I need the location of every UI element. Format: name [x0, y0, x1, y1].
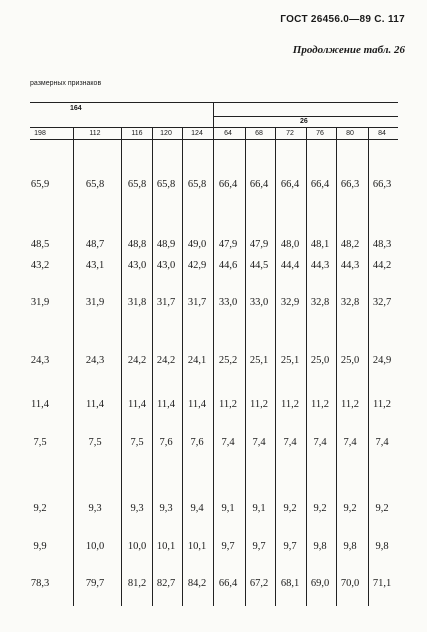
table-cell: 32,7: [372, 297, 392, 308]
table-caption: размерных признаков: [30, 80, 102, 87]
table-cell: 65,8: [85, 179, 105, 190]
table-cell: 44,3: [310, 260, 330, 271]
table-cell: 9,7: [221, 541, 235, 552]
table-cell: 11,4: [188, 399, 206, 410]
table-cell: 33,0: [218, 297, 238, 308]
table-cell: 66,3: [340, 179, 360, 190]
table-cell: 24,1: [187, 355, 207, 366]
column-header: 124: [191, 130, 203, 137]
table-cell: 66,3: [372, 179, 392, 190]
table-cell: 9,2: [375, 503, 389, 514]
table-cell: 10,1: [156, 541, 176, 552]
table-cell: 44,5: [249, 260, 269, 271]
table-cell: 25,1: [249, 355, 269, 366]
column-header: 116: [131, 130, 143, 137]
column-header: 68: [255, 130, 263, 137]
table-cell: 42,9: [187, 260, 207, 271]
table-cell: 9,1: [252, 503, 266, 514]
table-cell: 47,9: [218, 239, 238, 250]
table-cell: 84,2: [187, 578, 207, 589]
table-cell: 25,0: [310, 355, 330, 366]
table-cell: 7,5: [88, 437, 102, 448]
group-divider: [213, 102, 214, 127]
table-cell: 24,9: [372, 355, 392, 366]
table-cell: 9,3: [88, 503, 102, 514]
table-cell: 31,8: [127, 297, 147, 308]
header-bottom-rule: [30, 139, 398, 140]
table-cell: 33,0: [249, 297, 269, 308]
table-cell: 48,2: [340, 239, 360, 250]
table-cell: 65,8: [187, 179, 207, 190]
table-cell: 44,3: [340, 260, 360, 271]
table-cell: 25,0: [340, 355, 360, 366]
table-cell: 43,1: [85, 260, 105, 271]
table-cell: 7,5: [130, 437, 144, 448]
table-cell: 9,3: [159, 503, 173, 514]
table-cell: 44,2: [372, 260, 392, 271]
table-cell: 9,9: [33, 541, 47, 552]
table-cell: 25,1: [280, 355, 300, 366]
table-cell: 32,8: [310, 297, 330, 308]
table-cell: 65,9: [30, 179, 50, 190]
table-cell: 44,4: [280, 260, 300, 271]
table-cell: 7,6: [190, 437, 204, 448]
table-cell: 11,2: [341, 399, 359, 410]
table-cell: 31,9: [85, 297, 105, 308]
table-cell: 24,2: [156, 355, 176, 366]
table-cell: 68,1: [280, 578, 300, 589]
table-top-rule: [30, 102, 398, 103]
table-cell: 31,9: [30, 297, 50, 308]
group-label-164: 164: [70, 105, 82, 112]
page-header: ГОСТ 26456.0—89 С. 117: [280, 14, 405, 25]
table-cell: 7,4: [375, 437, 389, 448]
table-cell: 9,1: [221, 503, 235, 514]
table-cell: 9,3: [130, 503, 144, 514]
column-header: 198: [34, 130, 46, 137]
table-cell: 9,4: [190, 503, 204, 514]
table-cell: 11,4: [31, 399, 49, 410]
table-cell: 24,3: [30, 355, 50, 366]
table-cell: 25,2: [218, 355, 238, 366]
table-cell: 32,8: [340, 297, 360, 308]
column-header: 112: [89, 130, 101, 137]
table-cell: 9,8: [313, 541, 327, 552]
table-cell: 43,2: [30, 260, 50, 271]
column-header: 64: [224, 130, 232, 137]
column-header: 84: [378, 130, 386, 137]
table-cell: 7,5: [33, 437, 47, 448]
table-cell: 9,2: [33, 503, 47, 514]
table-cell: 11,4: [86, 399, 104, 410]
table-cell: 47,9: [249, 239, 269, 250]
table-cell: 9,2: [343, 503, 357, 514]
column-header: 72: [286, 130, 294, 137]
table-cell: 69,0: [310, 578, 330, 589]
table-cell: 7,4: [221, 437, 235, 448]
table-cell: 9,7: [252, 541, 266, 552]
table-cell: 70,0: [340, 578, 360, 589]
table-cell: 11,2: [219, 399, 237, 410]
table-cell: 9,8: [343, 541, 357, 552]
table-cell: 66,4: [280, 179, 300, 190]
table-cell: 66,4: [218, 179, 238, 190]
table-cell: 7,4: [252, 437, 266, 448]
table-cell: 82,7: [156, 578, 176, 589]
table-continuation-title: Продолжение табл. 26: [292, 44, 405, 56]
table-cell: 7,4: [283, 437, 297, 448]
table-cell: 65,8: [127, 179, 147, 190]
column-header: 80: [346, 130, 354, 137]
table-cell: 7,6: [159, 437, 173, 448]
table-cell: 48,9: [156, 239, 176, 250]
table-cell: 32,9: [280, 297, 300, 308]
table-cell: 48,5: [30, 239, 50, 250]
table-cell: 11,2: [311, 399, 329, 410]
table-cell: 9,2: [313, 503, 327, 514]
table-cell: 71,1: [372, 578, 392, 589]
table-cell: 31,7: [187, 297, 207, 308]
table-cell: 10,0: [127, 541, 147, 552]
table-cell: 65,8: [156, 179, 176, 190]
table-cell: 66,4: [310, 179, 330, 190]
table-cell: 11,4: [128, 399, 146, 410]
table-cell: 11,2: [373, 399, 391, 410]
table-cell: 48,7: [85, 239, 105, 250]
table-cell: 10,0: [85, 541, 105, 552]
group-rule: [213, 116, 398, 117]
table-cell: 66,4: [249, 179, 269, 190]
table-cell: 9,8: [375, 541, 389, 552]
table-cell: 31,7: [156, 297, 176, 308]
table-cell: 7,4: [343, 437, 357, 448]
table-cell: 9,7: [283, 541, 297, 552]
table-cell: 24,3: [85, 355, 105, 366]
table-cell: 11,4: [157, 399, 175, 410]
table-cell: 48,3: [372, 239, 392, 250]
group-label-26: 26: [300, 118, 308, 125]
table-cell: 79,7: [85, 578, 105, 589]
table-cell: 11,2: [281, 399, 299, 410]
table-cell: 44,6: [218, 260, 238, 271]
table-cell: 10,1: [187, 541, 207, 552]
table-cell: 48,0: [280, 239, 300, 250]
table-cell: 11,2: [250, 399, 268, 410]
column-separator: [73, 127, 74, 606]
table-cell: 7,4: [313, 437, 327, 448]
table-cell: 24,2: [127, 355, 147, 366]
table-cell: 67,2: [249, 578, 269, 589]
table-cell: 9,2: [283, 503, 297, 514]
table-cell: 81,2: [127, 578, 147, 589]
column-header: 76: [316, 130, 324, 137]
table-cell: 78,3: [30, 578, 50, 589]
column-header: 120: [160, 130, 172, 137]
table-cell: 43,0: [127, 260, 147, 271]
table-cell: 49,0: [187, 239, 207, 250]
header-top-rule: [30, 127, 398, 128]
table-cell: 66,4: [218, 578, 238, 589]
table-cell: 43,0: [156, 260, 176, 271]
table-cell: 48,1: [310, 239, 330, 250]
table-cell: 48,8: [127, 239, 147, 250]
